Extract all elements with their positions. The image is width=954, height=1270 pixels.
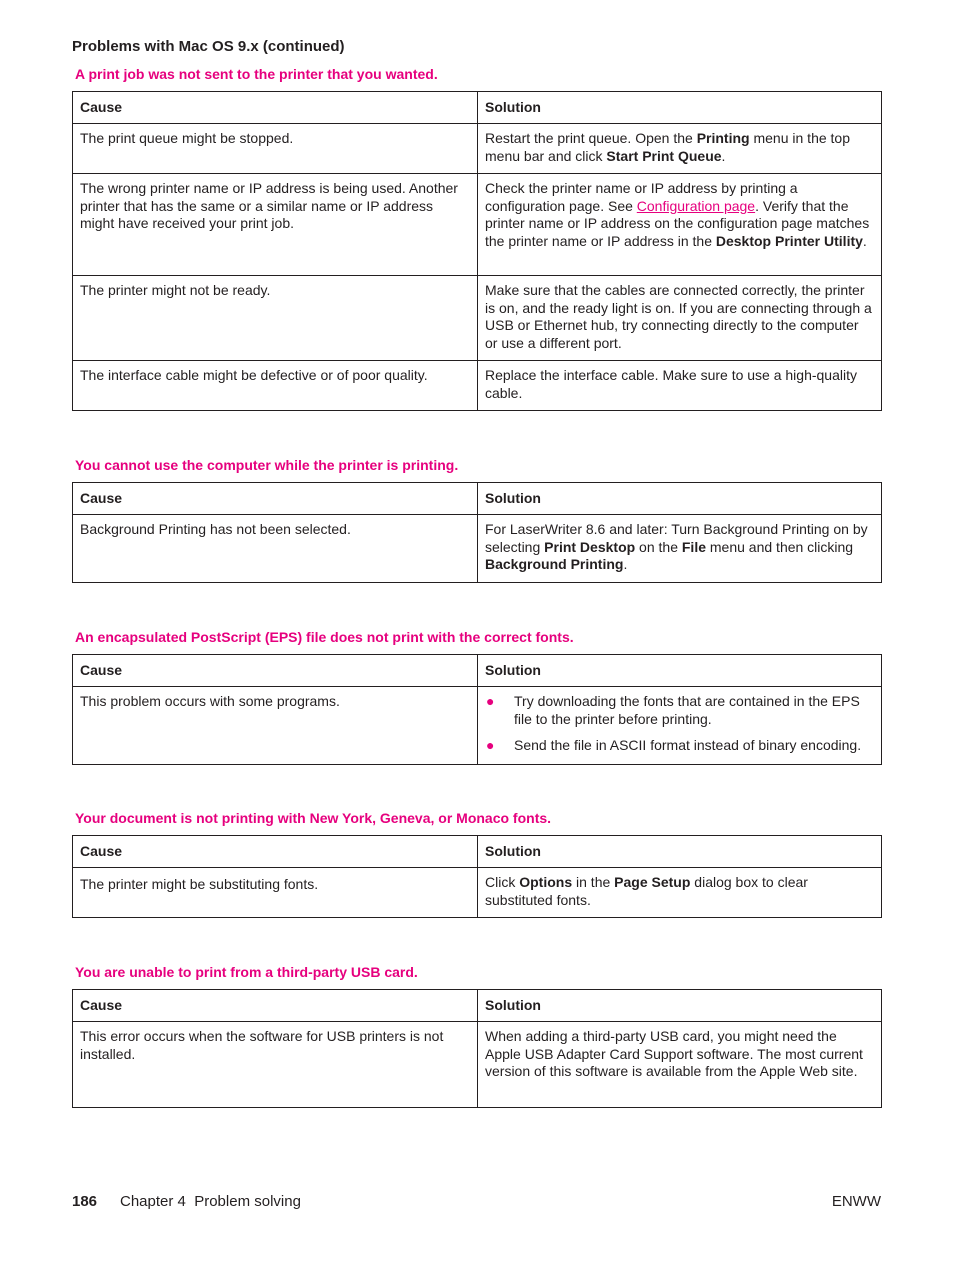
cause-header: Cause (73, 836, 478, 868)
bullet-icon: ● (486, 737, 495, 754)
page-heading: Problems with Mac OS 9.x (continued) (72, 38, 345, 55)
configuration-page-link[interactable]: Configuration page (636, 197, 756, 214)
solution-cell: Check the printer name or IP address by printing a configuration page. See Configuration page. Verify that the printer name or IP address on the configuration page matches the printer name or IP address in the Desktop Printer Utility. (478, 174, 882, 276)
section-title: A print job was not sent to the printer that you wanted. (75, 66, 438, 82)
cause-header: Cause (73, 483, 478, 515)
cause-cell: Background Printing has not been selected. (73, 515, 478, 583)
solution-header: Solution (478, 990, 882, 1022)
cause-cell: The printer might not be ready. (73, 276, 478, 361)
solution-header: Solution (478, 836, 882, 868)
bullet-item: ● Try downloading the fonts that are contained in the EPS file to the printer before printing. (486, 693, 860, 727)
cause-cell: The interface cable might be defective or of poor quality. (73, 361, 478, 411)
problem-table (72, 482, 882, 583)
solution-cell: When adding a third-party USB card, you might need the Apple USB Adapter Card Support software. The most current version of this software is available from the Apple Web site. (478, 1022, 882, 1108)
problem-table (72, 91, 882, 411)
solution-cell: Click Options in the Page Setup dialog box to clear substituted fonts. (478, 868, 882, 918)
bullet-item: ● Send the file in ASCII format instead of binary encoding. (486, 737, 862, 754)
bullet-icon: ● (486, 693, 495, 709)
cause-cell: The printer might be substituting fonts. (73, 868, 478, 918)
page-number: 186 (72, 1193, 98, 1210)
section-title: An encapsulated PostScript (EPS) file does not print with the correct fonts. (75, 629, 574, 645)
solution-cell: For LaserWriter 8.6 and later: Turn Background Printing on by selecting Print Desktop on the File menu and then clicking Background Printing. (478, 515, 882, 583)
problem-table (72, 835, 882, 918)
solution-header: Solution (478, 655, 882, 687)
cause-cell: This error occurs when the software for USB printers is not installed. (73, 1022, 478, 1108)
solution-cell: Replace the interface cable. Make sure to use a high-quality cable. (478, 361, 882, 411)
section-title: Your document is not printing with New York, Geneva, or Monaco fonts. (75, 810, 552, 826)
cause-header: Cause (73, 655, 478, 687)
solution-cell (478, 687, 882, 765)
cause-header: Cause (73, 990, 478, 1022)
section-title: You are unable to print from a third-party USB card. (75, 964, 418, 980)
problem-table (72, 989, 882, 1108)
cause-cell: The print queue might be stopped. (73, 124, 478, 174)
section-title: You cannot use the computer while the printer is printing. (75, 457, 459, 473)
problem-table (72, 654, 882, 765)
chapter-label: Chapter 4 Problem solving (120, 1193, 301, 1210)
cause-header: Cause (73, 92, 478, 124)
cause-cell: This problem occurs with some programs. (73, 687, 478, 765)
solution-cell: Make sure that the cables are connected correctly, the printer is on, and the ready light is on. If you are connecting through a USB or Ethernet hub, try connecting directly to the computer or use a different port. (478, 276, 882, 361)
cause-cell: The wrong printer name or IP address is being used. Another printer that has the same or a similar name or IP address might have received your print job. (73, 174, 478, 276)
solution-header: Solution (478, 483, 882, 515)
solution-cell: Restart the print queue. Open the Printing menu in the top menu bar and click Start Print Queue. (478, 124, 882, 174)
footer-right: ENWW (831, 1193, 881, 1210)
solution-header: Solution (478, 92, 882, 124)
